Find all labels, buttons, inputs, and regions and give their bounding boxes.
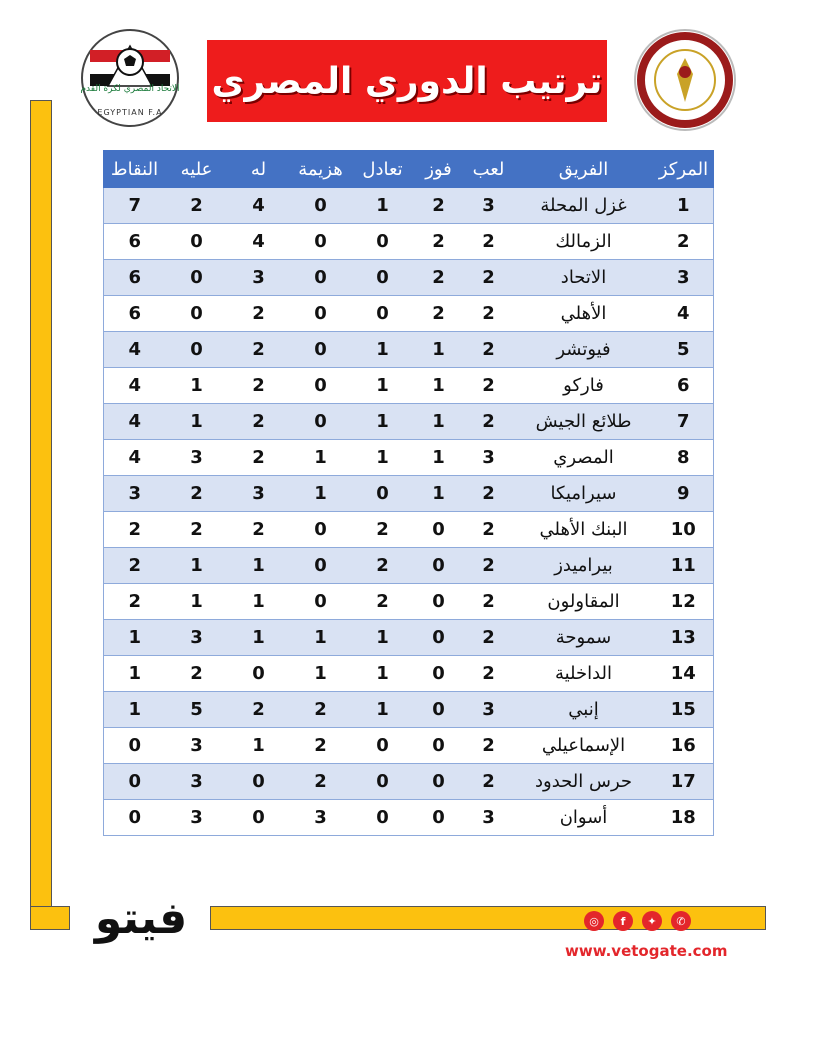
cell-team: غزل المحلة <box>514 188 654 224</box>
cell-goals-against: 3 <box>166 620 228 656</box>
cell-goals-for: 0 <box>228 764 290 800</box>
table-header-row <box>104 151 714 188</box>
cell-rank: 16 <box>654 728 714 764</box>
left-frame-foot <box>30 906 70 930</box>
cell-rank: 10 <box>654 512 714 548</box>
col-header-won: فوز <box>414 151 464 188</box>
cell-points: 1 <box>104 692 166 728</box>
cell-lost: 1 <box>290 476 352 512</box>
cell-lost: 0 <box>290 188 352 224</box>
cell-drawn: 0 <box>352 476 414 512</box>
instagram-icon[interactable]: ◎ <box>584 911 604 931</box>
cell-goals-for: 0 <box>228 800 290 836</box>
cell-points: 7 <box>104 188 166 224</box>
cell-team: سموحة <box>514 620 654 656</box>
cell-won: 0 <box>414 728 464 764</box>
col-header-team: الفريق <box>514 151 654 188</box>
cell-won: 0 <box>414 764 464 800</box>
cell-goals-for: 1 <box>228 728 290 764</box>
cell-won: 0 <box>414 620 464 656</box>
cell-drawn: 1 <box>352 620 414 656</box>
cell-goals-for: 1 <box>228 584 290 620</box>
cell-goals-against: 1 <box>166 404 228 440</box>
cell-lost: 0 <box>290 296 352 332</box>
cell-rank: 8 <box>654 440 714 476</box>
cell-points: 4 <box>104 440 166 476</box>
cell-points: 6 <box>104 224 166 260</box>
table-row <box>104 728 714 764</box>
table-row <box>104 800 714 836</box>
cell-played: 3 <box>464 440 514 476</box>
cell-played: 3 <box>464 188 514 224</box>
cell-played: 3 <box>464 800 514 836</box>
cell-won: 1 <box>414 332 464 368</box>
cell-points: 0 <box>104 728 166 764</box>
cell-drawn: 2 <box>352 512 414 548</box>
cell-goals-against: 2 <box>166 512 228 548</box>
cell-goals-for: 1 <box>228 548 290 584</box>
cell-won: 1 <box>414 404 464 440</box>
cell-won: 2 <box>414 296 464 332</box>
cell-goals-for: 4 <box>228 224 290 260</box>
cell-goals-against: 0 <box>166 260 228 296</box>
cell-goals-against: 0 <box>166 296 228 332</box>
cell-points: 1 <box>104 656 166 692</box>
col-header-drawn: تعادل <box>352 151 414 188</box>
cell-lost: 2 <box>290 728 352 764</box>
table-row <box>104 620 714 656</box>
cell-rank: 15 <box>654 692 714 728</box>
table-row <box>104 584 714 620</box>
cell-team: الإسماعيلي <box>514 728 654 764</box>
cell-rank: 18 <box>654 800 714 836</box>
cell-goals-against: 0 <box>166 224 228 260</box>
cell-points: 2 <box>104 512 166 548</box>
cell-lost: 0 <box>290 332 352 368</box>
cell-drawn: 2 <box>352 584 414 620</box>
cell-drawn: 1 <box>352 692 414 728</box>
cell-drawn: 1 <box>352 656 414 692</box>
cell-team: أسوان <box>514 800 654 836</box>
page-title: ترتيب الدوري المصري <box>211 60 603 102</box>
cell-points: 4 <box>104 368 166 404</box>
cell-played: 2 <box>464 548 514 584</box>
egyptian-premier-league-logo <box>633 28 737 132</box>
cell-won: 1 <box>414 476 464 512</box>
cell-team: طلائع الجيش <box>514 404 654 440</box>
cell-lost: 0 <box>290 224 352 260</box>
cell-played: 2 <box>464 584 514 620</box>
cell-goals-for: 0 <box>228 656 290 692</box>
cell-lost: 2 <box>290 764 352 800</box>
cell-team: حرس الحدود <box>514 764 654 800</box>
cell-won: 0 <box>414 584 464 620</box>
cell-goals-against: 2 <box>166 476 228 512</box>
cell-played: 2 <box>464 512 514 548</box>
cell-points: 4 <box>104 404 166 440</box>
cell-team: الأهلي <box>514 296 654 332</box>
cell-goals-against: 2 <box>166 188 228 224</box>
cell-drawn: 0 <box>352 224 414 260</box>
cell-won: 0 <box>414 548 464 584</box>
cell-drawn: 2 <box>352 548 414 584</box>
cell-goals-against: 1 <box>166 548 228 584</box>
cell-goals-for: 3 <box>228 260 290 296</box>
cell-team: البنك الأهلي <box>514 512 654 548</box>
cell-drawn: 0 <box>352 260 414 296</box>
cell-won: 0 <box>414 512 464 548</box>
cell-rank: 4 <box>654 296 714 332</box>
cell-team: فيوتشر <box>514 332 654 368</box>
cell-goals-against: 1 <box>166 368 228 404</box>
col-header-goals-against: عليه <box>166 151 228 188</box>
cell-team: سيراميكا <box>514 476 654 512</box>
cell-rank: 3 <box>654 260 714 296</box>
cell-drawn: 1 <box>352 368 414 404</box>
cell-played: 2 <box>464 260 514 296</box>
cell-goals-for: 2 <box>228 692 290 728</box>
cell-drawn: 0 <box>352 764 414 800</box>
cell-points: 3 <box>104 476 166 512</box>
table-row <box>104 476 714 512</box>
cell-goals-for: 2 <box>228 440 290 476</box>
cell-drawn: 1 <box>352 188 414 224</box>
cell-played: 2 <box>464 224 514 260</box>
cell-won: 2 <box>414 188 464 224</box>
cell-team: بيراميدز <box>514 548 654 584</box>
whatsapp-icon[interactable]: ✆ <box>671 911 691 931</box>
cell-goals-against: 3 <box>166 800 228 836</box>
facebook-icon[interactable]: f <box>613 911 633 931</box>
col-header-goals-for: له <box>228 151 290 188</box>
table-row <box>104 548 714 584</box>
cell-lost: 0 <box>290 368 352 404</box>
cell-points: 6 <box>104 296 166 332</box>
cell-goals-against: 3 <box>166 440 228 476</box>
cell-drawn: 0 <box>352 800 414 836</box>
table-row <box>104 188 714 224</box>
table-row <box>104 440 714 476</box>
cell-drawn: 1 <box>352 440 414 476</box>
cell-team: الاتحاد <box>514 260 654 296</box>
cell-played: 2 <box>464 764 514 800</box>
table-row <box>104 656 714 692</box>
cell-played: 2 <box>464 728 514 764</box>
cell-drawn: 1 <box>352 404 414 440</box>
cell-team: المقاولون <box>514 584 654 620</box>
table-row <box>104 368 714 404</box>
cell-goals-against: 5 <box>166 692 228 728</box>
cell-rank: 13 <box>654 620 714 656</box>
cell-drawn: 0 <box>352 728 414 764</box>
table-row <box>104 764 714 800</box>
col-header-rank: المركز <box>654 151 714 188</box>
cell-rank: 17 <box>654 764 714 800</box>
cell-rank: 1 <box>654 188 714 224</box>
cell-drawn: 1 <box>352 332 414 368</box>
cell-drawn: 0 <box>352 296 414 332</box>
cell-lost: 0 <box>290 512 352 548</box>
cell-won: 1 <box>414 440 464 476</box>
cell-points: 2 <box>104 548 166 584</box>
table-row <box>104 332 714 368</box>
cell-team: إنبي <box>514 692 654 728</box>
cell-lost: 1 <box>290 440 352 476</box>
efa-english-text: EGYPTIAN F.A <box>97 108 163 117</box>
vetogate-logo: فيتو <box>94 893 188 944</box>
title-banner <box>207 40 607 122</box>
cell-goals-for: 2 <box>228 368 290 404</box>
table-row <box>104 404 714 440</box>
cell-team: فاركو <box>514 368 654 404</box>
cell-team: المصري <box>514 440 654 476</box>
cell-points: 0 <box>104 764 166 800</box>
cell-won: 1 <box>414 368 464 404</box>
efa-arabic-text: الاتحاد المصري لكرة القدم <box>80 84 180 94</box>
website-url[interactable]: www.vetogate.com <box>565 942 728 960</box>
cell-goals-for: 2 <box>228 512 290 548</box>
cell-team: الزمالك <box>514 224 654 260</box>
table-row <box>104 296 714 332</box>
left-frame-bar <box>30 100 52 930</box>
cell-won: 0 <box>414 692 464 728</box>
cell-goals-for: 2 <box>228 332 290 368</box>
cell-goals-against: 3 <box>166 764 228 800</box>
cell-points: 1 <box>104 620 166 656</box>
cell-lost: 0 <box>290 584 352 620</box>
cell-goals-against: 0 <box>166 332 228 368</box>
cell-played: 3 <box>464 692 514 728</box>
cell-played: 2 <box>464 620 514 656</box>
cell-rank: 12 <box>654 584 714 620</box>
cell-points: 0 <box>104 800 166 836</box>
cell-goals-for: 2 <box>228 404 290 440</box>
cell-points: 2 <box>104 584 166 620</box>
cell-points: 4 <box>104 332 166 368</box>
table-row <box>104 224 714 260</box>
cell-won: 0 <box>414 800 464 836</box>
cell-goals-against: 2 <box>166 656 228 692</box>
twitter-icon[interactable]: ✦ <box>642 911 662 931</box>
cell-lost: 0 <box>290 548 352 584</box>
cell-rank: 11 <box>654 548 714 584</box>
standings-table <box>103 150 714 836</box>
col-header-points: النقاط <box>104 151 166 188</box>
cell-goals-against: 3 <box>166 728 228 764</box>
cell-lost: 2 <box>290 692 352 728</box>
cell-team: الداخلية <box>514 656 654 692</box>
cell-goals-for: 2 <box>228 296 290 332</box>
cell-rank: 5 <box>654 332 714 368</box>
cell-goals-for: 3 <box>228 476 290 512</box>
cell-lost: 3 <box>290 800 352 836</box>
cell-rank: 9 <box>654 476 714 512</box>
cell-lost: 1 <box>290 656 352 692</box>
cell-played: 2 <box>464 404 514 440</box>
table-row <box>104 692 714 728</box>
cell-played: 2 <box>464 296 514 332</box>
cell-lost: 0 <box>290 404 352 440</box>
cell-rank: 7 <box>654 404 714 440</box>
cell-goals-for: 1 <box>228 620 290 656</box>
cell-won: 0 <box>414 656 464 692</box>
table-row <box>104 260 714 296</box>
col-header-played: لعب <box>464 151 514 188</box>
cell-lost: 1 <box>290 620 352 656</box>
cell-lost: 0 <box>290 260 352 296</box>
cell-played: 2 <box>464 656 514 692</box>
cell-goals-against: 1 <box>166 584 228 620</box>
table-row <box>104 512 714 548</box>
cell-goals-for: 4 <box>228 188 290 224</box>
cell-rank: 14 <box>654 656 714 692</box>
col-header-lost: هزيمة <box>290 151 352 188</box>
cell-rank: 6 <box>654 368 714 404</box>
cell-played: 2 <box>464 332 514 368</box>
cell-played: 2 <box>464 368 514 404</box>
cell-points: 6 <box>104 260 166 296</box>
cell-played: 2 <box>464 476 514 512</box>
cell-won: 2 <box>414 224 464 260</box>
cell-won: 2 <box>414 260 464 296</box>
cell-rank: 2 <box>654 224 714 260</box>
